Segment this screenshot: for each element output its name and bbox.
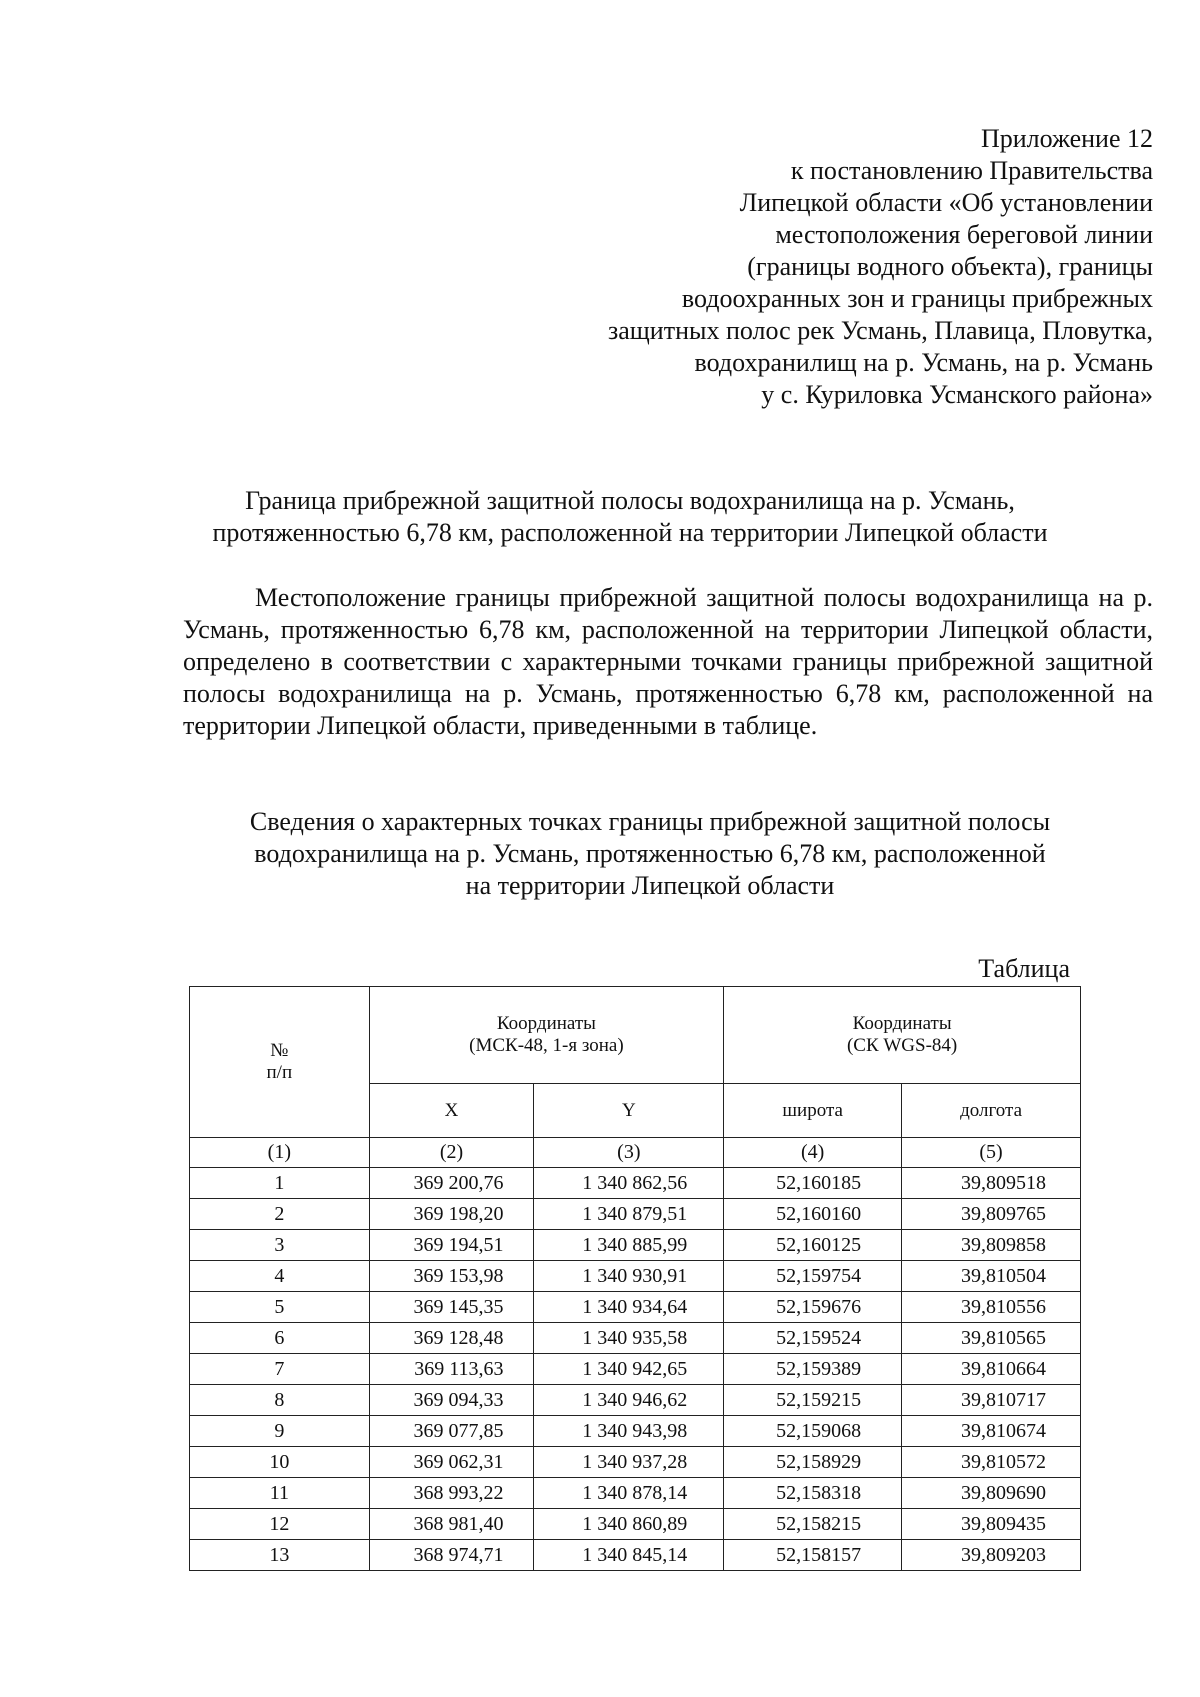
latitude-cell: 52,159676	[724, 1292, 902, 1323]
point-number-cell: 3	[190, 1230, 370, 1261]
appendix-line: водоохранных зон и границы прибрежных	[681, 284, 1153, 313]
x-cell: 368 993,22	[369, 1478, 534, 1509]
appendix-line: к постановлению Правительства	[790, 156, 1153, 185]
point-number-cell: 1	[190, 1168, 370, 1199]
x-cell: 369 128,48	[369, 1323, 534, 1354]
latitude-cell: 52,158215	[724, 1509, 902, 1540]
longitude-cell: 39,810572	[902, 1447, 1081, 1478]
latitude-cell: 52,160125	[724, 1230, 902, 1261]
x-cell: 369 153,98	[369, 1261, 534, 1292]
point-number-cell: 8	[190, 1385, 370, 1416]
document-title	[180, 485, 1080, 549]
header-msk48: Координаты (МСК-48, 1-я зона)	[369, 987, 724, 1084]
x-cell: 369 062,31	[369, 1447, 534, 1478]
table-row	[190, 1230, 1081, 1261]
table-row	[190, 1509, 1081, 1540]
table-row	[190, 1416, 1081, 1447]
longitude-cell: 39,809518	[902, 1168, 1081, 1199]
latitude-cell: 52,159524	[724, 1323, 902, 1354]
latitude-cell: 52,158929	[724, 1447, 902, 1478]
table-row	[190, 1478, 1081, 1509]
header-y: Y	[534, 1084, 724, 1138]
longitude-cell: 39,809690	[902, 1478, 1081, 1509]
caption-line: на территории Липецкой области	[465, 871, 835, 900]
appendix-line: Липецкой области «Об установлении	[739, 188, 1153, 217]
body-paragraph: Местоположение границы прибрежной защитной полосы водохранилища на р. Усмань, протяженностью 6,78 км, расположенной на территории Липецкой области, определено в соответствии с характерными точками границы прибрежной защитной полосы водохранилища на р. Усмань, протяженностью 6,78 км, расположенной на территории Липецкой области, приведенными в таблице.	[183, 583, 1153, 740]
point-number-cell: 5	[190, 1292, 370, 1323]
caption-line: водохранилища на р. Усмань, протяженностью 6,78 км, расположенной	[254, 839, 1046, 868]
x-cell: 369 094,33	[369, 1385, 534, 1416]
longitude-cell: 39,810674	[902, 1416, 1081, 1447]
x-cell: 369 145,35	[369, 1292, 534, 1323]
coordinates-table	[189, 986, 1081, 1571]
y-cell: 1 340 862,56	[534, 1168, 724, 1199]
appendix-line: (границы водного объекта), границы	[747, 252, 1153, 281]
table-row	[190, 1323, 1081, 1354]
header-x: X	[369, 1084, 534, 1138]
latitude-cell: 52,158318	[724, 1478, 902, 1509]
x-cell: 369 077,85	[369, 1416, 534, 1447]
column-number: (5)	[902, 1138, 1081, 1168]
column-number: (2)	[369, 1138, 534, 1168]
x-cell: 369 198,20	[369, 1199, 534, 1230]
x-cell: 368 981,40	[369, 1509, 534, 1540]
header-wgs84: Координаты (СК WGS-84)	[724, 987, 1081, 1084]
appendix-line: Приложение 12	[980, 124, 1153, 153]
latitude-cell: 52,159215	[724, 1385, 902, 1416]
y-cell: 1 340 935,58	[534, 1323, 724, 1354]
y-cell: 1 340 885,99	[534, 1230, 724, 1261]
table-row	[190, 1292, 1081, 1323]
header-longitude: долгота	[902, 1084, 1081, 1138]
point-number-cell: 13	[190, 1540, 370, 1571]
x-cell: 369 200,76	[369, 1168, 534, 1199]
point-number-cell: 7	[190, 1354, 370, 1385]
latitude-cell: 52,159754	[724, 1261, 902, 1292]
table-row	[190, 1447, 1081, 1478]
y-cell: 1 340 930,91	[534, 1261, 724, 1292]
appendix-block	[608, 123, 1153, 411]
y-cell: 1 340 946,62	[534, 1385, 724, 1416]
longitude-cell: 39,809765	[902, 1199, 1081, 1230]
table-row	[190, 1261, 1081, 1292]
table-caption	[200, 806, 1100, 902]
header-number: № п/п	[190, 987, 370, 1138]
point-number-cell: 6	[190, 1323, 370, 1354]
table-body	[190, 1168, 1081, 1571]
table-row	[190, 1199, 1081, 1230]
longitude-cell: 39,809435	[902, 1509, 1081, 1540]
point-number-cell: 2	[190, 1199, 370, 1230]
title-line: Граница прибрежной защитной полосы водохранилища на р. Усмань,	[245, 486, 1015, 515]
longitude-cell: 39,810504	[902, 1261, 1081, 1292]
table-row	[190, 1354, 1081, 1385]
x-cell: 369 113,63	[369, 1354, 534, 1385]
latitude-cell: 52,158157	[724, 1540, 902, 1571]
y-cell: 1 340 934,64	[534, 1292, 724, 1323]
longitude-cell: 39,810664	[902, 1354, 1081, 1385]
table-row	[190, 1540, 1081, 1571]
latitude-cell: 52,160160	[724, 1199, 902, 1230]
y-cell: 1 340 845,14	[534, 1540, 724, 1571]
latitude-cell: 52,159068	[724, 1416, 902, 1447]
longitude-cell: 39,810565	[902, 1323, 1081, 1354]
title-line: протяженностью 6,78 км, расположенной на территории Липецкой области	[212, 518, 1048, 547]
column-number: (4)	[724, 1138, 902, 1168]
column-number: (1)	[190, 1138, 370, 1168]
table-row	[190, 1385, 1081, 1416]
y-cell: 1 340 878,14	[534, 1478, 724, 1509]
point-number-cell: 11	[190, 1478, 370, 1509]
header-latitude: широта	[724, 1084, 902, 1138]
longitude-cell: 39,809203	[902, 1540, 1081, 1571]
longitude-cell: 39,809858	[902, 1230, 1081, 1261]
y-cell: 1 340 943,98	[534, 1416, 724, 1447]
point-number-cell: 10	[190, 1447, 370, 1478]
appendix-line: защитных полос рек Усмань, Плавица, Пловутка,	[607, 316, 1153, 345]
latitude-cell: 52,159389	[724, 1354, 902, 1385]
y-cell: 1 340 860,89	[534, 1509, 724, 1540]
x-cell: 369 194,51	[369, 1230, 534, 1261]
table-row	[190, 1168, 1081, 1199]
appendix-line: местоположения береговой линии	[775, 220, 1153, 249]
longitude-cell: 39,810717	[902, 1385, 1081, 1416]
appendix-line: у с. Куриловка Усманского района»	[761, 380, 1153, 409]
point-number-cell: 12	[190, 1509, 370, 1540]
caption-line: Сведения о характерных точках границы прибрежной защитной полосы	[249, 807, 1051, 836]
y-cell: 1 340 942,65	[534, 1354, 724, 1385]
appendix-line: водохранилищ на р. Усмань, на р. Усмань	[694, 348, 1153, 377]
table-label: Таблица	[978, 954, 1070, 983]
point-number-cell: 4	[190, 1261, 370, 1292]
y-cell: 1 340 937,28	[534, 1447, 724, 1478]
y-cell: 1 340 879,51	[534, 1199, 724, 1230]
point-number-cell: 9	[190, 1416, 370, 1447]
longitude-cell: 39,810556	[902, 1292, 1081, 1323]
column-number: (3)	[534, 1138, 724, 1168]
column-number-row	[190, 1138, 1081, 1168]
latitude-cell: 52,160185	[724, 1168, 902, 1199]
x-cell: 368 974,71	[369, 1540, 534, 1571]
